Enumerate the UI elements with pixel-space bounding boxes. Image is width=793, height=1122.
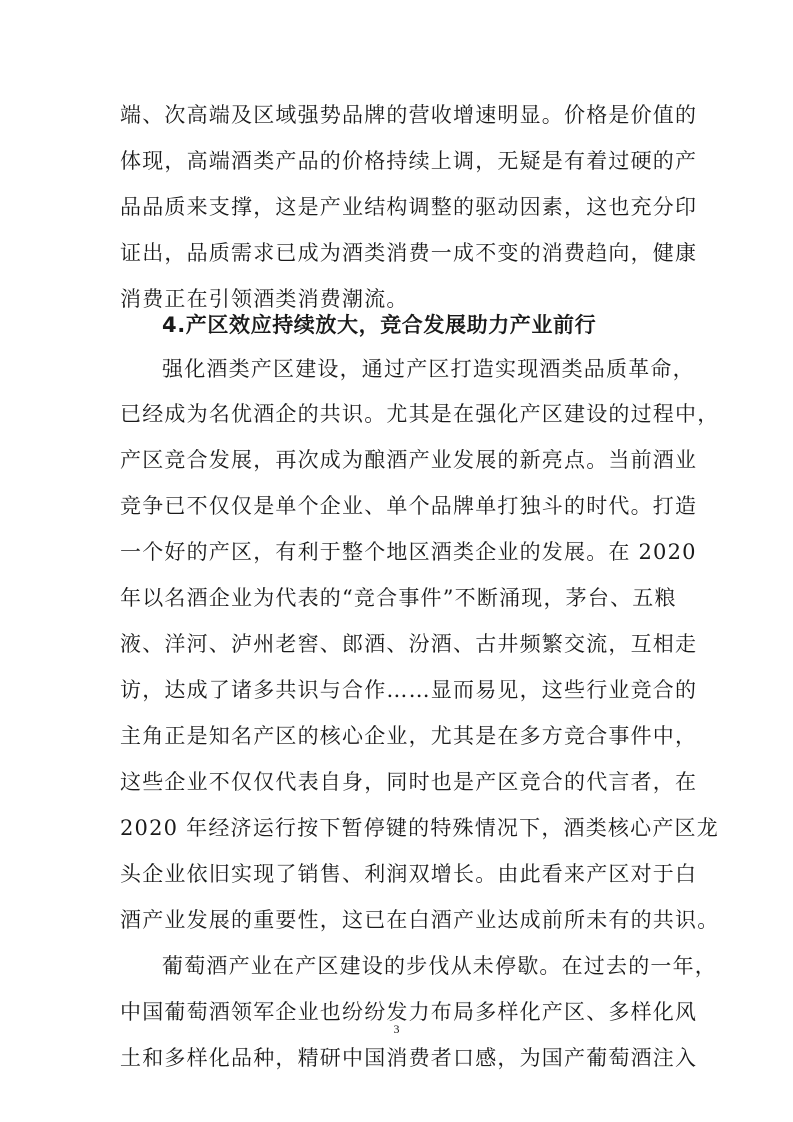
text-line: 葡萄酒产业在产区建设的步伐从未停歇。在过去的一年， bbox=[162, 954, 717, 978]
text-line: 液、洋河、泸州老窖、郎酒、汾酒、古井频繁交流，互相走 bbox=[120, 632, 698, 656]
text-line: 年以名酒企业为代表的“竞合事件”不断涌现，茅台、五粮 bbox=[120, 586, 677, 610]
text-line: 头企业依旧实现了销售、利润双增长。由此看来产区对于白 bbox=[120, 862, 698, 886]
text-line: 端、次高端及区域强势品牌的营收增速明显。价格是价值的 bbox=[120, 103, 698, 127]
text-line: 土和多样化品种，精研中国消费者口感，为国产葡萄酒注入 bbox=[120, 1046, 698, 1070]
text-line: 品品质来支撑，这是产业结构调整的驱动因素，这也充分印 bbox=[120, 195, 698, 219]
text-line: 消费正在引领酒类消费潮流。 bbox=[120, 287, 409, 311]
text-line: 2020 年经济运行按下暂停键的特殊情况下，酒类核心产区龙 bbox=[120, 816, 719, 840]
text-line: 酒产业发展的重要性，这已在白酒产业达成前所未有的共识。 bbox=[120, 908, 720, 932]
text-line: 一个好的产区，有利于整个地区酒类企业的发展。在 2020 bbox=[120, 540, 697, 564]
text-line: 这些企业不仅仅代表自身，同时也是产区竞合的代言者，在 bbox=[120, 770, 698, 794]
text-line: 访，达成了诸多共识与合作……显而易见，这些行业竞合的 bbox=[120, 678, 698, 702]
text-line: 主角正是知名产区的核心企业，尤其是在多方竞合事件中， bbox=[120, 724, 698, 748]
text-line: 竞争已不仅仅是单个企业、单个品牌单打独斗的时代。打造 bbox=[120, 494, 698, 518]
text-line: 体现，高端酒类产品的价格持续上调，无疑是有着过硬的产 bbox=[120, 149, 698, 173]
text-line: 强化酒类产区建设，通过产区打造实现酒类品质革命， bbox=[162, 357, 695, 381]
text-line: 已经成为名优酒企的共识。尤其是在强化产区建设的过程中， bbox=[120, 402, 720, 426]
text-line: 中国葡萄酒领军企业也纷纷发力布局多样化产区、多样化风 bbox=[120, 1000, 698, 1024]
text-line: 证出，品质需求已成为酒类消费一成不变的消费趋向，健康 bbox=[120, 241, 698, 265]
section-heading: 4.产区效应持续放大，竞合发展助力产业前行 bbox=[162, 313, 597, 337]
text-line: 产区竞合发展，再次成为酿酒产业发展的新亮点。当前酒业 bbox=[120, 448, 698, 472]
page-number: 3 bbox=[393, 1022, 400, 1036]
